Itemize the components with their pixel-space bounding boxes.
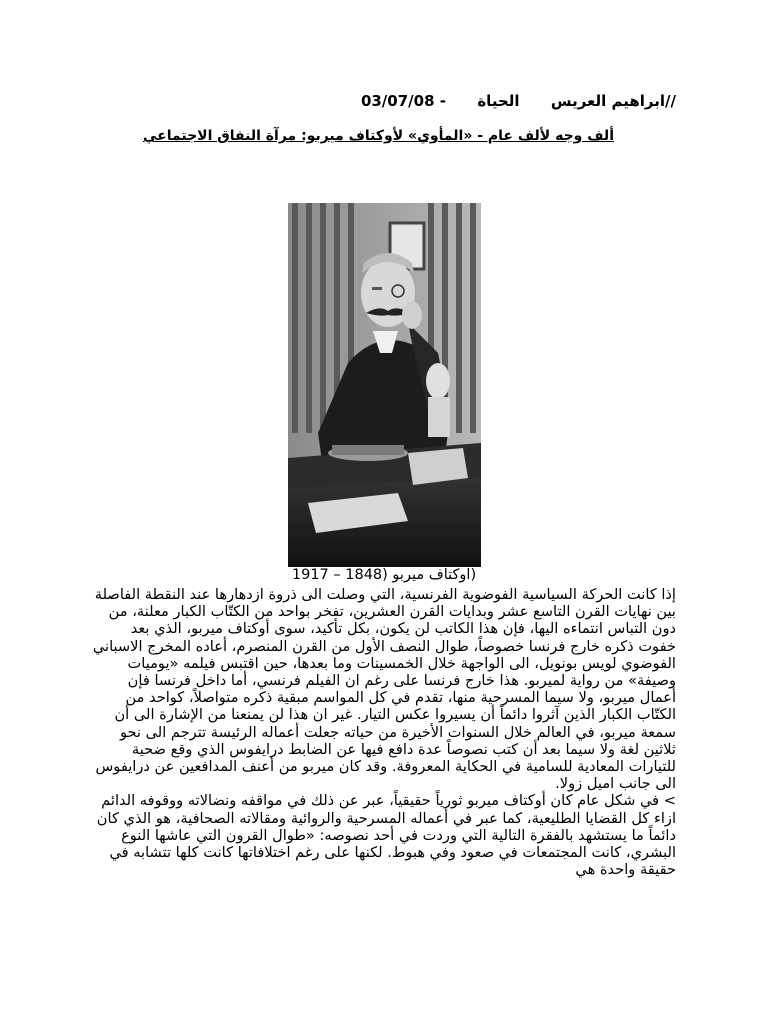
newspaper-name: الحياة <box>477 92 520 110</box>
article-title: ألف وجه لألف عام - «المأوي» لأوكتاف ميربو: مرآة النفاق الاجتماعي <box>142 128 614 144</box>
article-header <box>361 92 676 110</box>
portrait-photo <box>288 203 481 567</box>
paragraph: > في شكل عام كان أوكتاف ميربو ثورياً حقيقياً، عبر عن ذلك في مواقفه ونضالاته ووقوفه الدائم ازاء كل القضايا الطليعية، كما عبر في أعماله المسرحية والروائية ومقالاته الصحافية، هو الذي كان دائماً ما يستشهد بالفقرة التالية التي وردت في أحد نصوصه: «طوال القرون التي عاشها النوع البشري، كانت المجتمعات في صعود وفي هبوط. لكنها على رغم اختلافاتها كانت كلها تتشابه في حقيقة واحدة هي <box>96 792 676 879</box>
author-name: //ابراهيم العريس <box>550 92 676 110</box>
paragraph: إذا كانت الحركة السياسية الفوضوية الفرنسية، التي وصلت الى ذروة ازدهارها عند النقطة الفاصلة بين نهايات القرن التاسع عشر وبدايات القرن العشرين، تفخر بواحد من الكتّاب الكبار معلنة، من دون التباس انتماءه اليها، فإن هذا الكاتب لن يكون، بكل تأكيد، سوى أوكتاف ميربو، الذي بعد خفوت ذكره خارج فرنسا خصوصاً، طوال النصف الأول من القرن المنصرم، أعاده المخرج الاسباني الفوضوي لويس بونويل، الى الواجهة خلال الخمسينات وما بعدها، حين اقتبس فيلمه «يوميات وصيفة» من رواية لميربو. هذا خارج فرنسا على رغم ان الفيلم فرنسي، أما داخل فرنسا فإن أعمال ميربو، ولا سيما المسرحية منها، تقدم في كل المواسم مبقية ذكره متواصلاً، كواحد من الكتّاب الكبار الذين آثروا دائماً أن يسيروا عكس التيار. غير ان هذا لن يمنعنا من الإشارة الى أن سمعة ميربو، في العالم خلال السنوات الأخيرة من حياته جعلت أعماله الرئيسة تترجم الى نحو ثلاثين لغة ولا سيما بعد أن كتب نصوصاً عدة دافع فيها عن الضابط درايفوس الذي وقع ضحية للتيارات المعادية للسامية في الحكاية المعروفة. وقد كان ميربو من أعنف المدافعين عن درايفوس الى جانب اميل زولا. <box>92 586 676 793</box>
article-body <box>92 586 676 878</box>
portrait-photo-icon <box>288 203 481 567</box>
photo-caption: (اوكتاف ميربو (1848 – 1917 <box>291 567 477 583</box>
publication-date: - 03/07/08 <box>360 92 446 110</box>
